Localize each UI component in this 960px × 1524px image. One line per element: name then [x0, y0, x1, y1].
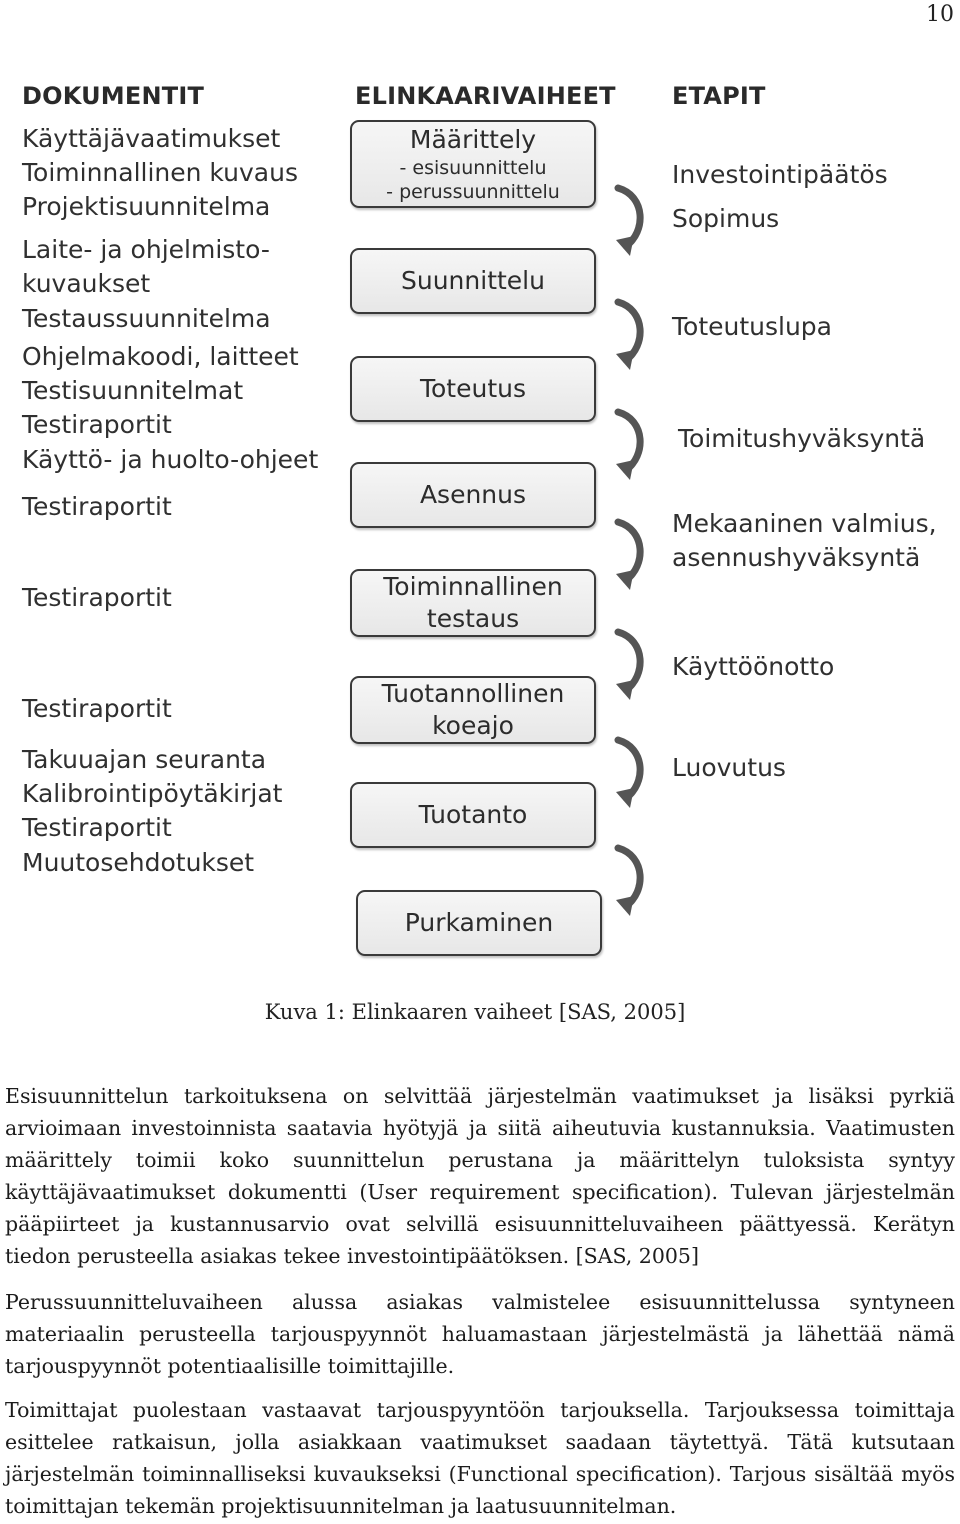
document-item: Kalibrointipöytäkirjat [22, 779, 283, 808]
document-item: kuvaukset [22, 269, 151, 298]
phase-title-line2: koeajo [432, 711, 514, 740]
phase-box-tuotanto [350, 782, 596, 848]
phase-box-toteutus [350, 356, 596, 422]
phase-subitem: - perussuunnittelu [386, 181, 560, 203]
phase-title: Toiminnallinen [383, 572, 563, 601]
body-paragraph: Esisuunnittelun tarkoituksena on selvittää järjestelmän vaatimukset ja lisäksi pyrkiä arvioimaan investoinnista saatavia hyötyjä ja siitä aiheutuvia kustannuksia. Vaatimusten määrittely toimii koko suunnittelun perustana ja määrittelyn tuloksista syntyy käyttäjävaatimukset dokumentti (User requirement specification). Tulevan järjestelmän pääpiirteet ja kustannusarvio ovat selvillä esisuunnitteluvaiheen päättyessä. Kerätyn tiedon perusteella asiakas tekee investointipäätöksen. [SAS, 2005] [5, 1084, 955, 1268]
page-number: 10 [926, 2, 954, 27]
milestone-item: Luovutus [672, 753, 786, 782]
milestone-item: Toteutuslupa [672, 312, 832, 341]
phase-title: Toteutus [419, 374, 527, 403]
milestones-header: ETAPIT [672, 82, 766, 110]
phase-title: Purkaminen [404, 908, 554, 937]
document-item: Testiraportit [22, 813, 172, 842]
curved-arrow-icon [608, 626, 650, 706]
document-item: Laite- ja ohjelmisto- [22, 235, 270, 264]
document-item: Toiminnallinen kuvaus [22, 158, 298, 187]
milestone-item: asennushyväksyntä [672, 543, 921, 572]
phase-title: Suunnittelu [401, 266, 545, 295]
document-item: Ohjelmakoodi, laitteet [22, 342, 299, 371]
phase-title: Tuotannollinen [381, 679, 565, 708]
document-item: Muutosehdotukset [22, 848, 255, 877]
milestone-item: Investointipäätös [672, 160, 888, 189]
milestone-item: Käyttöönotto [672, 652, 835, 681]
document-item: Projektisuunnitelma [22, 192, 271, 221]
document-item: Takuuajan seuranta [22, 745, 267, 774]
figure-caption: Kuva 1: Elinkaaren vaiheet [SAS, 2005] [264, 1000, 686, 1024]
phase-title: Määrittely [409, 125, 537, 154]
document-item: Käyttäjävaatimukset [22, 124, 281, 153]
phase-box-suunnittelu [350, 248, 596, 314]
phase-box-toiminnallinen-testaus [350, 569, 596, 637]
curved-arrow-icon [608, 842, 650, 922]
document-item: Testaussuunnitelma [22, 304, 271, 333]
document-item: Testisuunnitelmat [22, 376, 244, 405]
body-paragraph: Perussuunnitteluvaiheen alussa asiakas valmistelee esisuunnittelussa syntyneen materiaalin perusteella tarjouspyynnöt haluamastaan järjestelmästä ja lähettää nämä tarjouspyynnöt potentiaalisille toimittajille. [5, 1290, 955, 1378]
document-item: Testiraportit [22, 492, 172, 521]
phase-title: Tuotanto [418, 800, 528, 829]
curved-arrow-icon [608, 406, 650, 486]
phase-box-asennus [350, 462, 596, 528]
curved-arrow-icon [608, 296, 650, 376]
document-item: Käyttö- ja huolto-ohjeet [22, 445, 319, 474]
milestone-item: Sopimus [672, 204, 780, 233]
phase-title: Asennus [419, 480, 527, 509]
documents-header: DOKUMENTIT [22, 82, 205, 110]
curved-arrow-icon [608, 182, 650, 262]
document-item: Testiraportit [22, 694, 172, 723]
lifecycle-figure [0, 70, 960, 970]
document-item: Testiraportit [22, 410, 172, 439]
milestone-item: Mekaaninen valmius, [672, 509, 937, 538]
document-item: Testiraportit [22, 583, 172, 612]
curved-arrow-icon [608, 734, 650, 814]
phases-header: ELINKAARIVAIHEET [355, 82, 616, 110]
phase-box-purkaminen [356, 890, 602, 956]
phase-box-maarittely [350, 120, 596, 208]
curved-arrow-icon [608, 516, 650, 596]
phase-title-line2: testaus [426, 604, 520, 633]
phase-subitem: - esisuunnittelu [399, 157, 547, 179]
milestone-item: Toimitushyväksyntä [678, 424, 926, 453]
body-paragraph: Toimittajat puolestaan vastaavat tarjouspyyntöön tarjouksella. Tarjouksessa toimittaja esittelee ratkaisun, jolla asiakkaan vaatimukset saadaan täytettyä. Tätä kutsutaan järjestelmän toiminnalliseksi kuvaukseksi (Functional specification). Tarjous sisältää myös toimittajan tekemän projektisuunnitelman ja laatusuunnitelman. [5, 1398, 955, 1518]
phase-box-tuotannollinen-koeajo [350, 676, 596, 744]
